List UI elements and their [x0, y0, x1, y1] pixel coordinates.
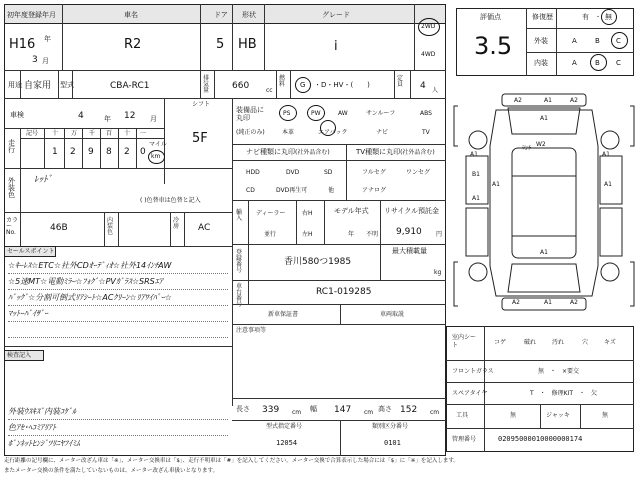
displacement-label: 排気量 [203, 75, 210, 94]
inspector-label: 検査記入 [7, 352, 32, 359]
first-reg-year: H16 [9, 37, 36, 52]
spare-value: T ・ 修理KIT ・ 欠 [530, 390, 598, 397]
tv-oneseg: ワンセグ [406, 169, 431, 176]
new-warranty: 新車保証書 [268, 311, 299, 318]
nav-hdd: HDD [246, 169, 260, 176]
cooling-label: 冷房 [173, 217, 180, 230]
designation-value: 12054 [276, 439, 298, 447]
mark-front-mid: A1 [544, 97, 552, 104]
insp-month: 12 [124, 111, 136, 121]
length-unit: cm [292, 409, 302, 416]
selling-line-3: ﾊﾞｯｸﾞ☆分割可倒式ﾘｱｼｰﾄ☆ACｸﾘｰﾝ☆ﾘｱﾜｲﾊﾟｰ☆ [8, 293, 172, 302]
drive-2wd: 2WD [421, 23, 436, 30]
mark-rear-left: A2 [512, 299, 520, 306]
car-name: R2 [124, 37, 142, 52]
recycle-unit: 円 [436, 231, 443, 238]
nav-sd: SD [324, 169, 333, 176]
inspector-line-3: ﾎﾞﾝﾈｯﾄﾋﾝｼﾞﾂﾘﾆﾔﾌｲﾐﾑ [8, 439, 80, 448]
import-right: 右H [302, 210, 313, 217]
cabin [512, 145, 576, 258]
insp-month-unit: 月 [150, 115, 157, 123]
equip-aw: AW [338, 110, 348, 117]
jack-value: 無 [602, 412, 609, 419]
import-dealer: ディーラー [256, 210, 286, 217]
selling-line-1: ☆ｷｰﾚｽ☆ETC☆社外CDｵｰﾃﾞｨｵ☆社外14ｲﾝﾁAW [8, 261, 172, 270]
equip-sub: (純正のみ) [236, 129, 265, 136]
shift-label: シフト [192, 101, 211, 108]
chassis-value: RC1-019285 [316, 287, 372, 297]
mileage-man-label: 万 [71, 130, 78, 137]
ext-grade-c: C [616, 37, 621, 45]
designation-label: 型式指定番号 [266, 423, 303, 430]
mark-front-left: A2 [514, 97, 522, 104]
seat-ana: 穴 [582, 339, 589, 346]
mark-right-door: A1 [604, 181, 612, 188]
repair-sep: ・ [595, 14, 602, 21]
notes-label: 注意事項等 [236, 327, 267, 334]
glass-value: 無 ・ ×要交 [538, 368, 580, 375]
usage-label: 用途 [8, 81, 22, 89]
glass-label: フロントガラス [452, 368, 494, 375]
nav-title-text: ナビ種類に丸印 [246, 148, 295, 156]
mark-left-front: A1 [470, 151, 478, 158]
seat-yabure: 破れ [524, 339, 537, 346]
nav-title-sub: (社外品含む) [295, 149, 330, 156]
nav-dvd-play: DVD再生可 [276, 187, 308, 194]
class-value: 0101 [384, 439, 401, 447]
height-value: 152 [400, 405, 418, 415]
capacity-unit: 人 [432, 87, 439, 94]
wheel-rr [601, 263, 619, 281]
exterior-note: ( )色替車は色替と記入 [140, 197, 201, 204]
mark-left-mid: A1 [492, 181, 500, 188]
usage-value: 自家用 [24, 81, 52, 91]
mileage-sen-label: 千 [89, 130, 96, 137]
first-reg-month: 3 [32, 55, 38, 65]
equip-sunroof: サンルーフ [366, 110, 396, 117]
ext-grade-a: A [572, 37, 577, 45]
nav-dvd: DVD [286, 169, 300, 176]
footer-line-1: 走行距離の記号欄に、メーター改ざん車は「※」、メーター交換車は「$」、走行不明車は「#」を記入してください。メーター交換で合算表示した場合には「$」に「※」を記入します。 [4, 458, 459, 464]
shape-value: HB [238, 37, 257, 52]
inspector-line-1: 外装ｳｽｷｽﾞ内装ｺｹﾞﾙ [8, 407, 76, 416]
mileage-digit-4: 8 [106, 147, 112, 157]
fuel-g: G [300, 81, 306, 89]
equip-tv: TV [422, 129, 430, 136]
selling-line-4: ﾏｯﾄｰﾊﾞｲｻﾞｰ [8, 309, 48, 318]
score-label: 評価点 [480, 13, 501, 21]
mgmt-value: 02095000010000000174 [498, 435, 583, 443]
reg-label: 登録番号 [236, 249, 243, 274]
rear-hatch [508, 264, 580, 292]
int-grade-b: B [595, 59, 600, 67]
mark-hood: A1 [540, 115, 548, 122]
grade-label: グレード [322, 11, 350, 19]
repair-yes: 有 [582, 13, 589, 21]
recycle-label: リサイクル預託金 [384, 207, 440, 215]
chassis-label: 車台番号 [236, 283, 243, 308]
model-year-label: モデル年式 [334, 207, 369, 215]
length-label: 長さ [236, 405, 250, 413]
nav-title [246, 149, 330, 156]
height-unit: cm [430, 409, 440, 416]
spare-label: スペアタイヤ [452, 390, 488, 397]
mark-left-door: B1 [472, 171, 480, 178]
seat-kizu: キズ [604, 339, 616, 346]
drive-4wd: 4WD [421, 51, 436, 58]
cc-unit: cc [266, 87, 273, 94]
import-left: 左H [302, 231, 313, 238]
nav-other: 他 [328, 187, 335, 194]
max-load-unit: kg [434, 269, 442, 276]
right-rear-door [600, 208, 622, 256]
fuel-label: 燃料 [279, 75, 286, 88]
ext-grade-b: B [595, 37, 600, 45]
width-unit: cm [364, 409, 374, 416]
max-load-label: 最大積載量 [392, 247, 427, 255]
capacity-value: 4 [420, 81, 426, 91]
color-no-value: 46B [50, 223, 68, 233]
inspector-line-2: 色ｱｾ･ﾍｺﾐｱﾘｱﾄ [8, 423, 56, 432]
exterior-grade-label: 外装 [534, 37, 548, 45]
tools-label: 工具 [456, 412, 469, 419]
equip-label: 装備品に丸印 [236, 106, 264, 123]
reg-value: 香川580つ1985 [284, 257, 352, 267]
seat-koge: コゲ [494, 339, 507, 346]
mileage-ju-label: 十 [124, 130, 131, 137]
insp-year: 4 [78, 111, 84, 121]
mgmt-label: 管理番号 [452, 436, 477, 443]
mileage-label: 走行 [8, 139, 15, 154]
width-label: 幅 [310, 405, 317, 413]
cooling-value: AC [198, 223, 211, 233]
interior-label: 内装色 [107, 217, 114, 236]
mileage-ichi-label: 一 [140, 130, 147, 137]
right-front-door [600, 156, 622, 204]
doors-value: 5 [216, 37, 225, 52]
tv-fullseg: フルセグ [362, 169, 386, 176]
mileage-unit: km [151, 153, 161, 160]
car-name-label: 車名 [124, 11, 138, 19]
int-grade-a: A [572, 59, 577, 67]
selling-label: セールスポイント [7, 248, 55, 255]
seat-yogore: 汚れ [552, 339, 565, 346]
capacity-label: 定員 [397, 75, 404, 88]
recycle-value: 9,910 [396, 227, 422, 237]
model-year-unit: 年 [348, 231, 355, 238]
shape-label: 形状 [242, 11, 256, 19]
int-grade-c: C [616, 59, 621, 67]
seat-label: 室内シート [452, 334, 477, 349]
tv-analog: アナログ [362, 187, 387, 194]
mileage-digit-1: 1 [52, 147, 58, 157]
fuel-rest: ・D・HV・( ) [314, 81, 370, 89]
selling-line-2: ☆5速MT☆電動ﾐﾗｰ☆ﾌｫｸﾞ☆PVｶﾞﾗｽ☆SRSｴｱ [8, 277, 163, 286]
grade-value: i [334, 39, 338, 54]
exterior-value: ﾚｯﾄﾞ [34, 175, 53, 185]
score-value: 3.5 [474, 32, 513, 60]
mark-front-right: A2 [570, 97, 578, 104]
nav-cd: CD [246, 187, 255, 194]
equip-ps: PS [283, 110, 291, 117]
month-unit: 月 [42, 57, 49, 65]
model-year-unknown: 不明 [366, 231, 379, 238]
mark-rear-right: A2 [570, 299, 578, 306]
class-label: 類別区分番号 [372, 423, 409, 430]
equip-airbag: エアバック [318, 129, 348, 136]
mileage-digit-6: 0 [140, 147, 146, 157]
mileage-code-label: 記号 [26, 130, 39, 137]
import-parallel: 並行 [264, 231, 277, 238]
mark-right-front: A1 [602, 151, 610, 158]
mileage-10man-label: 十 [52, 130, 59, 137]
car-diagram [452, 86, 636, 322]
length-value: 339 [262, 405, 280, 415]
tv-title [356, 149, 435, 156]
tv-title-text: TV種類に丸印 [356, 148, 401, 156]
repair-no: 無 [605, 13, 612, 21]
footer-line-2: またメーター交換の条件を満たしていないものは、メーター改ざん車扱いとなります。 [4, 468, 219, 474]
interior-grade-label: 内装 [534, 59, 548, 67]
mark-windshield: W2 [536, 141, 546, 148]
model-label: 型式 [60, 81, 74, 89]
exterior-label: 外装色 [8, 177, 15, 199]
wheel-rl [469, 263, 487, 281]
shift-value: 5F [192, 131, 208, 146]
inspection-label: 車検 [10, 111, 24, 119]
jack-label: ジャッキ [546, 412, 570, 419]
mileage-digit-3: 9 [88, 147, 94, 157]
left-rear-door [466, 208, 488, 256]
wheel-fl [469, 131, 487, 149]
mileage-digit-2: 2 [70, 147, 76, 157]
height-label: 高さ [378, 405, 392, 413]
vehicle-manual: 車両取説 [380, 311, 405, 318]
mileage-digit-5: 2 [124, 147, 130, 157]
repair-label: 修復歴 [532, 13, 553, 21]
mark-rear-center: A1 [544, 299, 552, 306]
equip-navi: ナビ [376, 129, 389, 136]
color-no-label: カラーNo. [6, 217, 19, 236]
mark-rear-mid: A1 [540, 249, 548, 256]
equip-abs: ABS [420, 110, 432, 117]
insp-year-unit: 年 [104, 115, 111, 123]
doors-label: ドア [214, 11, 228, 19]
import-label: 輸入 [236, 209, 243, 222]
mileage-hyaku-label: 百 [106, 130, 113, 137]
width-value: 147 [334, 405, 352, 415]
first-reg-label: 初年度登録年月 [7, 11, 56, 19]
mark-roof-text: ﾗﾝﾁ [522, 145, 532, 152]
displacement-value: 660 [232, 81, 250, 91]
equip-pw: PW [311, 110, 321, 117]
year-unit: 年 [44, 35, 51, 43]
tv-title-sub: (社外品含む) [400, 149, 435, 156]
body-outline [490, 110, 598, 296]
tools-value: 無 [510, 412, 517, 419]
model-value: CBA-RC1 [110, 81, 150, 91]
mark-left-rear: A1 [472, 195, 480, 202]
mileage-unit-label: マイル [149, 141, 167, 148]
wheel-fr [601, 131, 619, 149]
equip-leather: 本革 [282, 129, 295, 136]
